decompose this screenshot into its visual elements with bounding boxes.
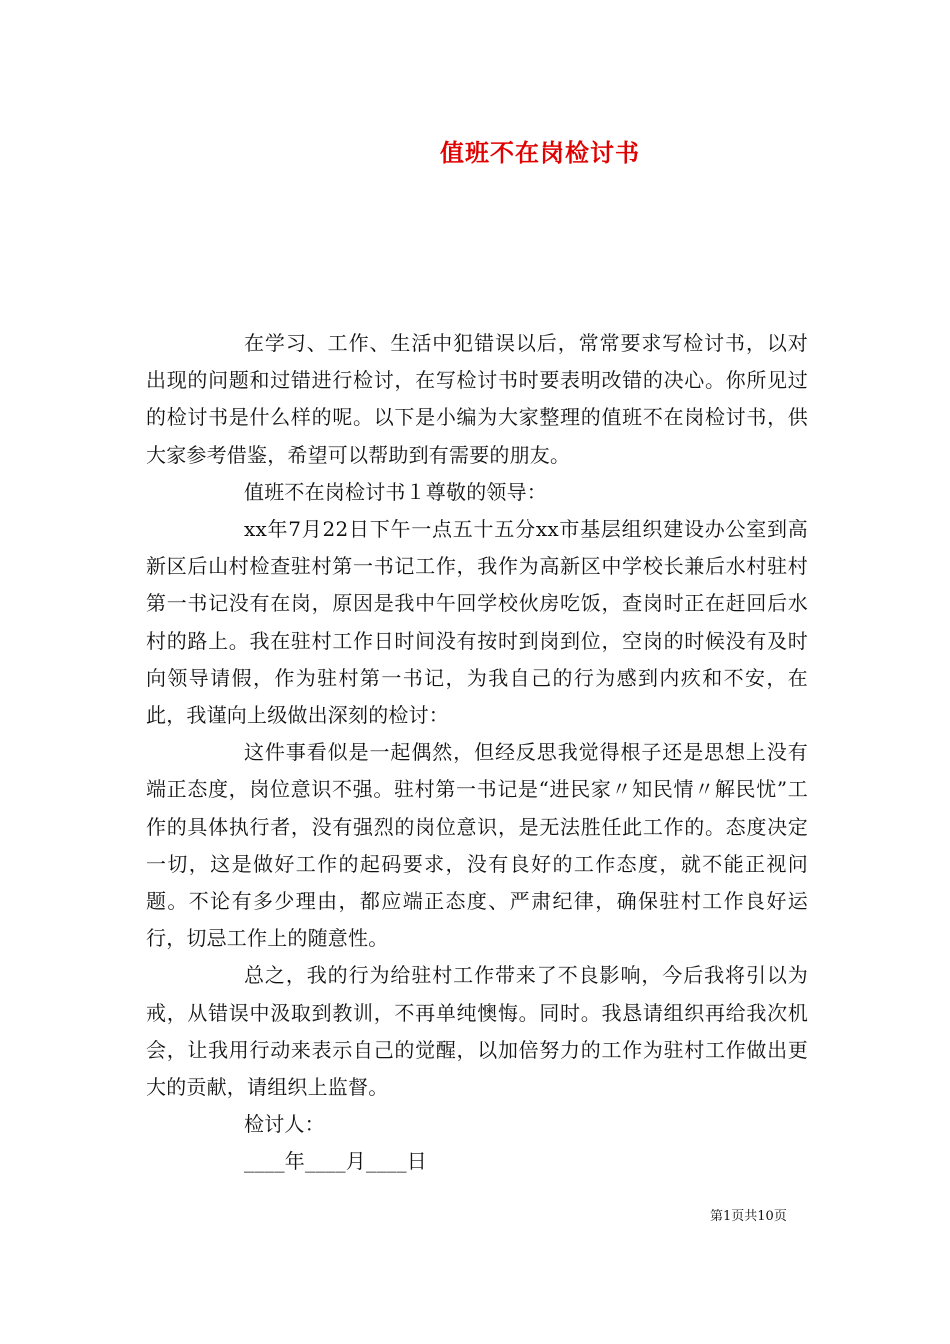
body-paragraph-1: xx年7月22日下午一点五十五分xx市基层组织建设办公室到高新区后山村检查驻村第一书记工作，我作为高新区中学校长兼后水村驻村第一书记没有在岗，原因是我中午回学校伙房吃饭，查岗时正在赶回后水村的路上。我在驻村工作日时间没有按时到岗到位，空岗的时候没有及时向领导请假，作为驻村第一书记，为我自己的行为感到内疚和不安，在此，我谨向上级做出深刻的检讨： (146, 517, 808, 728)
letter-heading: 值班不在岗检讨书１尊敬的领导： (244, 479, 547, 504)
signature-label: 检讨人： (244, 1112, 325, 1137)
document-title: 值班不在岗检讨书 (440, 138, 640, 167)
body-paragraph-2: 这件事看似是一起偶然，但经反思我觉得根子还是思想上没有端正态度，岗位意识不强。驻村第一书记是“进民家〃知民情〃解民忧”工作的具体执行者，没有强烈的岗位意识，是无法胜任此工作的。态度决定一切，这是做好工作的起码要求，没有良好的工作态度，就不能正视问题。不论有多少理由，都应端正态度、严肃纪律，确保驻村工作良好运行，切忌工作上的随意性。 (146, 740, 808, 951)
date-line: ____年____月____日 (244, 1149, 427, 1174)
intro-paragraph: 在学习、工作、生活中犯错误以后，常常要求写检讨书，以对出现的问题和过错进行检讨，在写检讨书时要表明改错的决心。你所见过的检讨书是什么样的呢。以下是小编为大家整理的值班不在岗检讨书，供大家参考借鉴，希望可以帮助到有需要的朋友。 (146, 331, 808, 467)
body-paragraph-3: 总之，我的行为给驻村工作带来了不良影响，今后我将引以为戒，从错误中汲取到教训，不再单纯懊悔。同时。我恳请组织再给我次机会，让我用行动来表示自己的觉醒，以加倍努力的工作为驻村工作做出更大的贡献，请组织上监督。 (146, 963, 808, 1100)
document-body (146, 325, 808, 1181)
page-number: 第1页共10页 (710, 1209, 787, 1224)
